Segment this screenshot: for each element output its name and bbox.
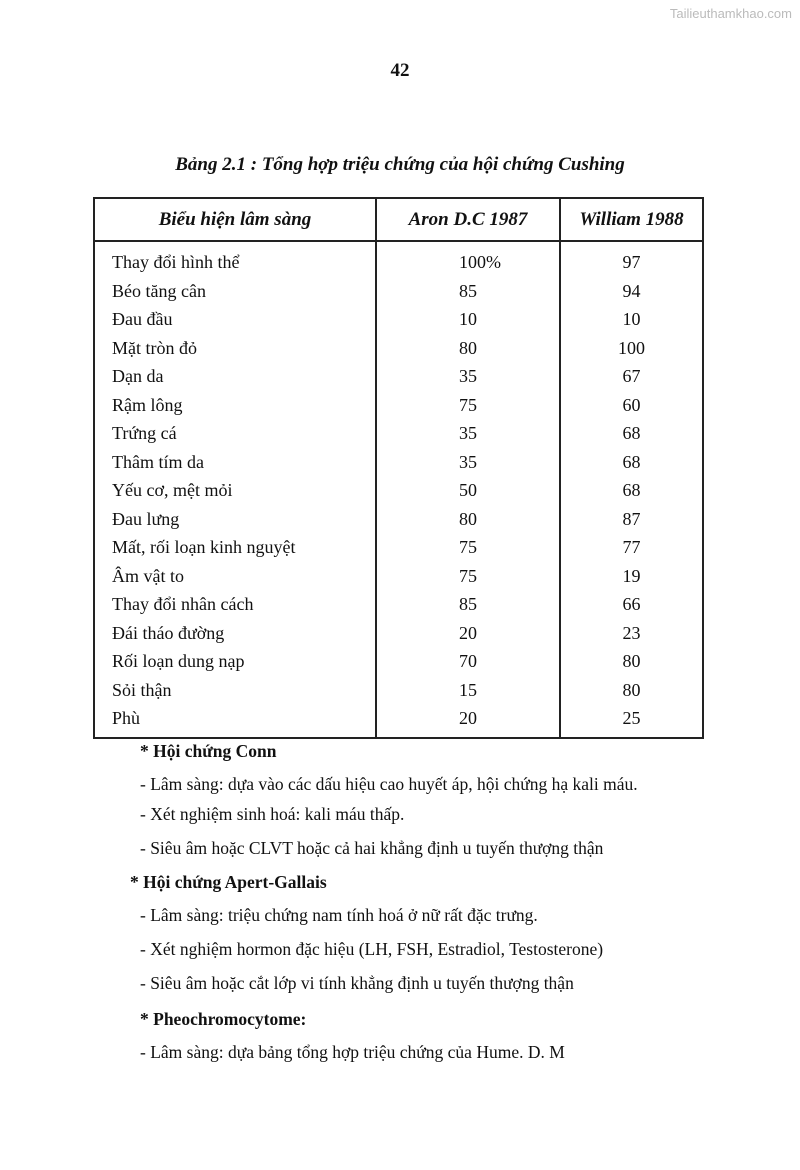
symptom-cell: Thay đổi hình thể xyxy=(94,241,376,277)
william-value-cell: 23 xyxy=(622,622,641,643)
symptom-table xyxy=(93,197,704,739)
aron-value-cell: 20 xyxy=(376,704,560,738)
table-row xyxy=(94,277,703,306)
table-row xyxy=(94,391,703,420)
william-value-cell: 87 xyxy=(622,508,641,529)
table-row xyxy=(94,241,703,277)
william-value-cell: 100 xyxy=(618,337,645,358)
table-row xyxy=(94,305,703,334)
symptom-cell: Mặt tròn đỏ xyxy=(94,334,376,363)
aron-value-cell: 10 xyxy=(376,305,560,334)
william-value-cell: 25 xyxy=(622,708,641,729)
aron-value-cell: 35 xyxy=(376,448,560,477)
aron-value-cell: 20 xyxy=(376,619,560,648)
william-value-cell: 68 xyxy=(622,451,641,472)
william-value-cell: 80 xyxy=(622,651,641,672)
table-caption: Bảng 2.1 : Tổng hợp triệu chứng của hội chứng Cushing xyxy=(175,154,625,175)
william-value-cell: 67 xyxy=(622,366,641,387)
section-line: - Siêu âm hoặc cắt lớp vi tính khẳng định u tuyến thượng thận xyxy=(140,973,574,993)
symptom-cell: Phù xyxy=(94,704,376,738)
aron-value-cell: 50 xyxy=(376,476,560,505)
section-line: - Xét nghiệm hormon đặc hiệu (LH, FSH, Estradiol, Testosterone) xyxy=(140,939,604,959)
symptom-cell: Mất, rối loạn kinh nguyệt xyxy=(94,533,376,562)
column-header: William 1988 xyxy=(560,198,703,241)
william-value-cell: 94 xyxy=(622,280,641,301)
table-row xyxy=(94,334,703,363)
column-header: Biểu hiện lâm sàng xyxy=(94,198,376,241)
table-row xyxy=(94,533,703,562)
symptom-cell: Rối loạn dung nạp xyxy=(94,647,376,676)
symptom-cell: Dạn da xyxy=(94,362,376,391)
section-line: - Lâm sàng: triệu chứng nam tính hoá ở nữ rất đặc trưng. xyxy=(140,905,538,925)
aron-value-cell: 75 xyxy=(376,391,560,420)
symptom-cell: Thâm tím da xyxy=(94,448,376,477)
page-number: 42 xyxy=(390,60,410,81)
column-header: Aron D.C 1987 xyxy=(376,198,560,241)
section-line: - Siêu âm hoặc CLVT hoặc cả hai khẳng định u tuyến thượng thận xyxy=(140,838,604,858)
symptom-cell: Đái tháo đường xyxy=(94,619,376,648)
symptom-cell: Béo tăng cân xyxy=(94,277,376,306)
aron-value-cell: 35 xyxy=(376,419,560,448)
section-line: - Xét nghiệm sinh hoá: kali máu thấp. xyxy=(140,804,405,824)
watermark: Tailieuthamkhao.com xyxy=(669,6,792,21)
symptom-cell: Trứng cá xyxy=(94,419,376,448)
aron-value-cell: 80 xyxy=(376,505,560,534)
william-value-cell: 68 xyxy=(622,480,641,501)
section-heading: * Hội chứng Conn xyxy=(140,741,277,761)
section-line: - Lâm sàng: dựa vào các dấu hiệu cao huyết áp, hội chứng hạ kali máu. xyxy=(140,774,638,794)
section-heading: * Pheochromocytome: xyxy=(140,1009,307,1029)
table-row xyxy=(94,476,703,505)
william-value-cell: 60 xyxy=(622,394,641,415)
section-heading: * Hội chứng Apert-Gallais xyxy=(130,872,327,892)
aron-value-cell: 100% xyxy=(376,241,560,277)
symptom-cell: Sỏi thận xyxy=(94,676,376,705)
table-header-row xyxy=(94,198,703,241)
aron-value-cell: 70 xyxy=(376,647,560,676)
symptom-cell: Thay đổi nhân cách xyxy=(94,590,376,619)
table-row xyxy=(94,619,703,648)
table-row xyxy=(94,505,703,534)
symptom-cell: Yếu cơ, mệt mỏi xyxy=(94,476,376,505)
william-value-cell: 97 xyxy=(622,252,641,273)
william-value-cell: 19 xyxy=(622,565,641,586)
aron-value-cell: 35 xyxy=(376,362,560,391)
symptom-cell: Âm vật to xyxy=(94,562,376,591)
table-row xyxy=(94,647,703,676)
table-row xyxy=(94,362,703,391)
aron-value-cell: 75 xyxy=(376,533,560,562)
william-value-cell: 80 xyxy=(622,679,641,700)
table-row xyxy=(94,590,703,619)
table-row xyxy=(94,676,703,705)
table-row xyxy=(94,704,703,738)
aron-value-cell: 75 xyxy=(376,562,560,591)
aron-value-cell: 15 xyxy=(376,676,560,705)
william-value-cell: 10 xyxy=(622,309,641,330)
william-value-cell: 66 xyxy=(622,594,641,615)
table-row xyxy=(94,448,703,477)
symptom-cell: Đau đầu xyxy=(94,305,376,334)
section-line: - Lâm sàng: dựa bảng tổng hợp triệu chứng của Hume. D. M xyxy=(140,1042,565,1062)
aron-value-cell: 85 xyxy=(376,277,560,306)
william-value-cell: 68 xyxy=(622,423,641,444)
william-value-cell: 77 xyxy=(622,537,641,558)
aron-value-cell: 80 xyxy=(376,334,560,363)
aron-value-cell: 85 xyxy=(376,590,560,619)
table-row xyxy=(94,419,703,448)
symptom-cell: Đau lưng xyxy=(94,505,376,534)
symptom-cell: Rậm lông xyxy=(94,391,376,420)
table-row xyxy=(94,562,703,591)
